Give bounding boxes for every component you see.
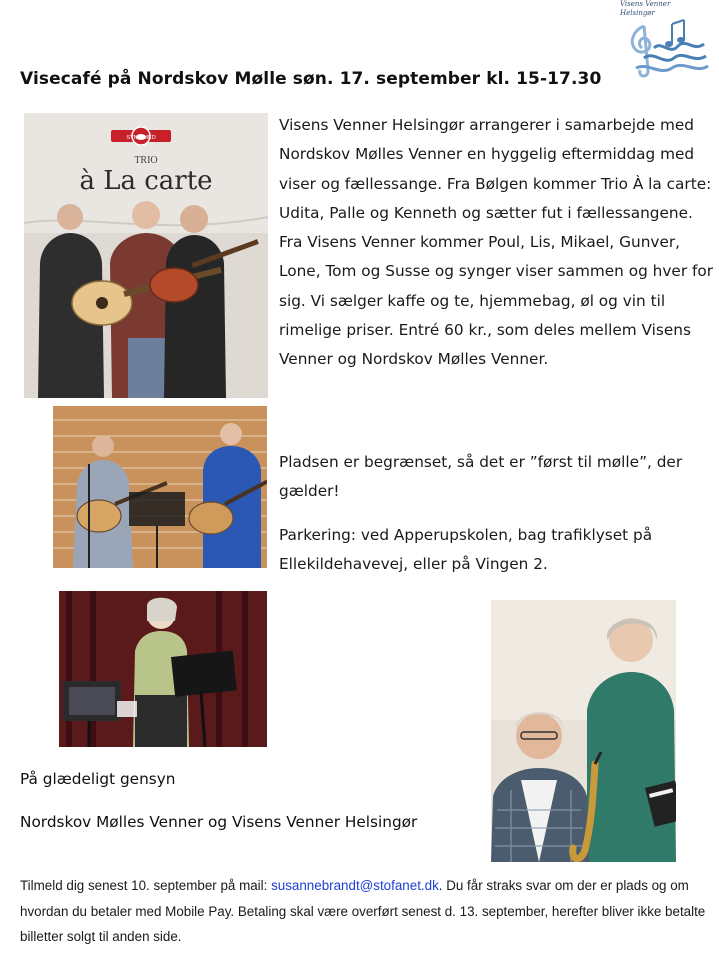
poster-name: à La carte <box>79 166 213 196</box>
email-link[interactable]: susannebrandt@stofanet.dk <box>271 878 439 893</box>
musicians-brick-wall-photo <box>53 406 267 568</box>
page-title: Visecafé på Nordskov Mølle søn. 17. september kl. 15-17.30 <box>20 69 602 89</box>
visens-venner-logo <box>614 0 712 82</box>
logo-line2: Helsingør <box>620 9 655 17</box>
poster-trio: TRIO <box>134 155 158 166</box>
trio-a-la-carte-photo <box>24 113 268 398</box>
capacity-paragraph <box>279 448 715 507</box>
logo-line1: Visens Venner <box>620 0 671 8</box>
closing-signature: Nordskov Mølles Venner og Visens Venner Helsingør <box>20 813 418 831</box>
closing-greeting: På glædeligt gensyn <box>20 770 176 788</box>
parking-paragraph <box>279 521 715 580</box>
registration-text <box>20 873 710 950</box>
registration-footer <box>20 873 710 950</box>
treble-clef-wave-icon <box>614 0 712 82</box>
capacity-text: Pladsen er begrænset, så det er ”først til mølle”, der gælder! <box>279 453 683 501</box>
registration-text-2: . Du får straks svar om der er plads og om hvordan du betaler med Mobile Pay. Betaling skal være overført senest d. 13. september, herefter bliver ikke betalte billetter solgt til anden side. <box>20 878 706 944</box>
poster-badge: SYNG MED <box>126 135 156 141</box>
saxophone-duo-photo <box>491 600 676 862</box>
registration-text-1: Tilmeld dig senest 10. september på mail: <box>20 878 272 893</box>
intro-paragraph <box>279 111 715 375</box>
parking-text: Parkering: ved Apperupskolen, bag trafiklyset på Ellekildehavevej, eller på Vingen 2. <box>279 526 653 574</box>
intro-text: Visens Venner Helsingør arrangerer i samarbejde med Nordskov Mølles Venner en hyggelig eftermiddag med viser og fællessange. Fra Bølgen kommer Trio À la carte: Udita, Palle og Kenneth og sætter fut i fællessangene. Fra Visens Venner kommer Poul, Lis, Mikael, Gunver, Lone, Tom og Susse og synger viser sammen og hver for sig. Vi sælger kaffe og te, hjemmebag, øl og vin til rimelige priser. Entré 60 kr., som deles mellem Visens Venner og Nordskov Mølles Venner. <box>279 116 714 369</box>
singer-stage-photo <box>59 591 267 747</box>
